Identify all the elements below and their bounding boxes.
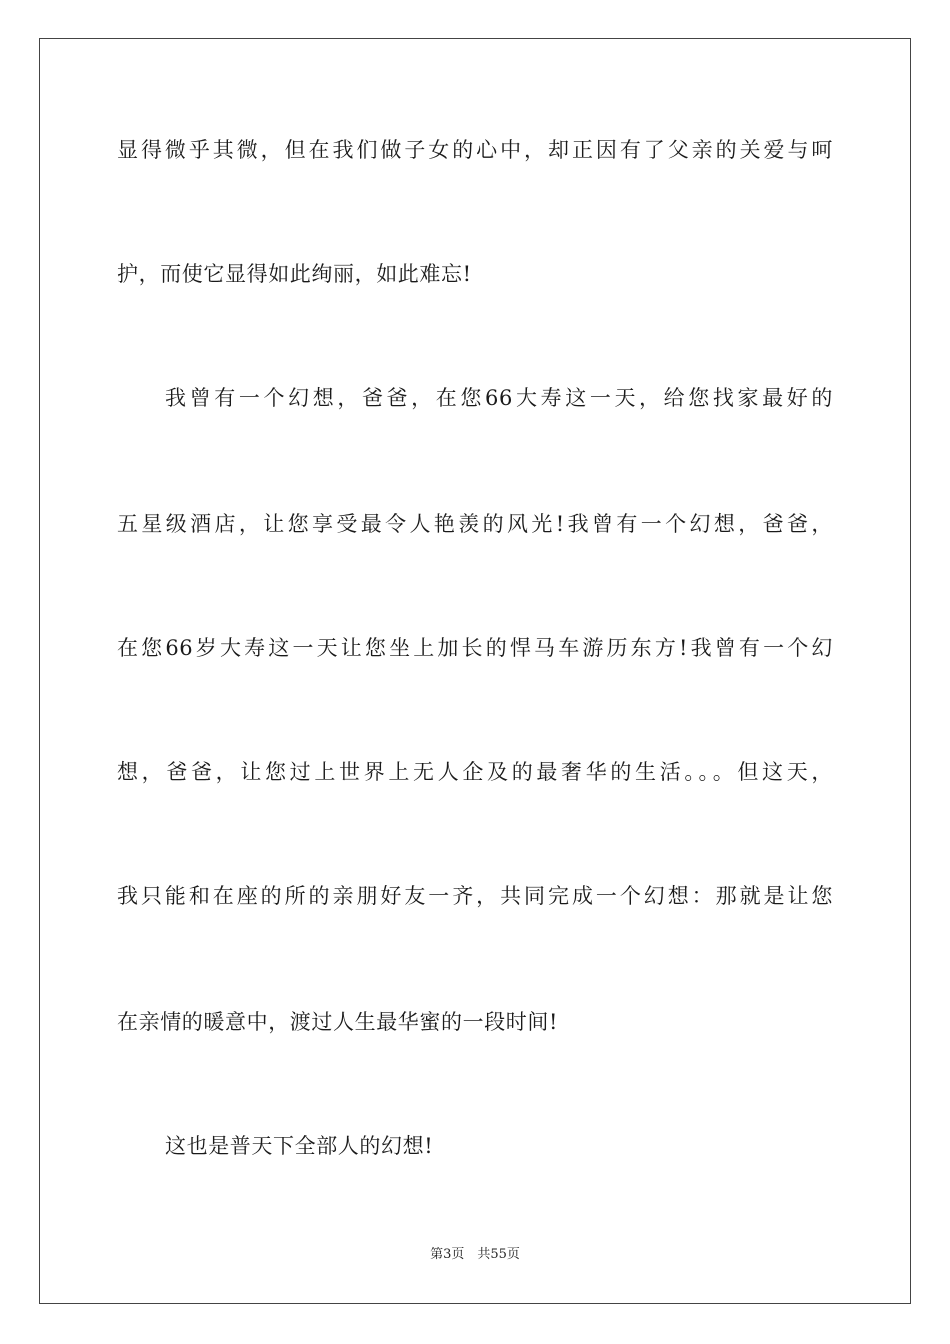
page-border [39, 38, 911, 1304]
text-line: 显得微乎其微，但在我们做子女的心中，却正因有了父亲的关爱与呵 [117, 138, 833, 162]
text-line: 想，爸爸，让您过上世界上无人企及的最奢华的生活。。。但这天， [117, 760, 833, 784]
text-line: 我只能和在座的所的亲朋好友一齐，共同完成一个幻想：那就是让您 [117, 884, 833, 908]
text-line: 在亲情的暖意中，渡过人生最华蜜的一段时间! [117, 1010, 559, 1034]
text-line: 五星级酒店，让您享受最令人艳羡的风光!我曾有一个幻想，爸爸， [117, 512, 833, 536]
text-line: 这也是普天下全部人的幻想! [165, 1134, 434, 1158]
page-number-footer: 第3页 共55页 [430, 1247, 520, 1262]
text-line: 护，而使它显得如此绚丽，如此难忘! [117, 262, 472, 286]
text-line: 在您66岁大寿这一天让您坐上加长的悍马车游历东方!我曾有一个幻 [117, 636, 833, 660]
text-line: 我曾有一个幻想，爸爸，在您66大寿这一天，给您找家最好的 [165, 386, 833, 410]
